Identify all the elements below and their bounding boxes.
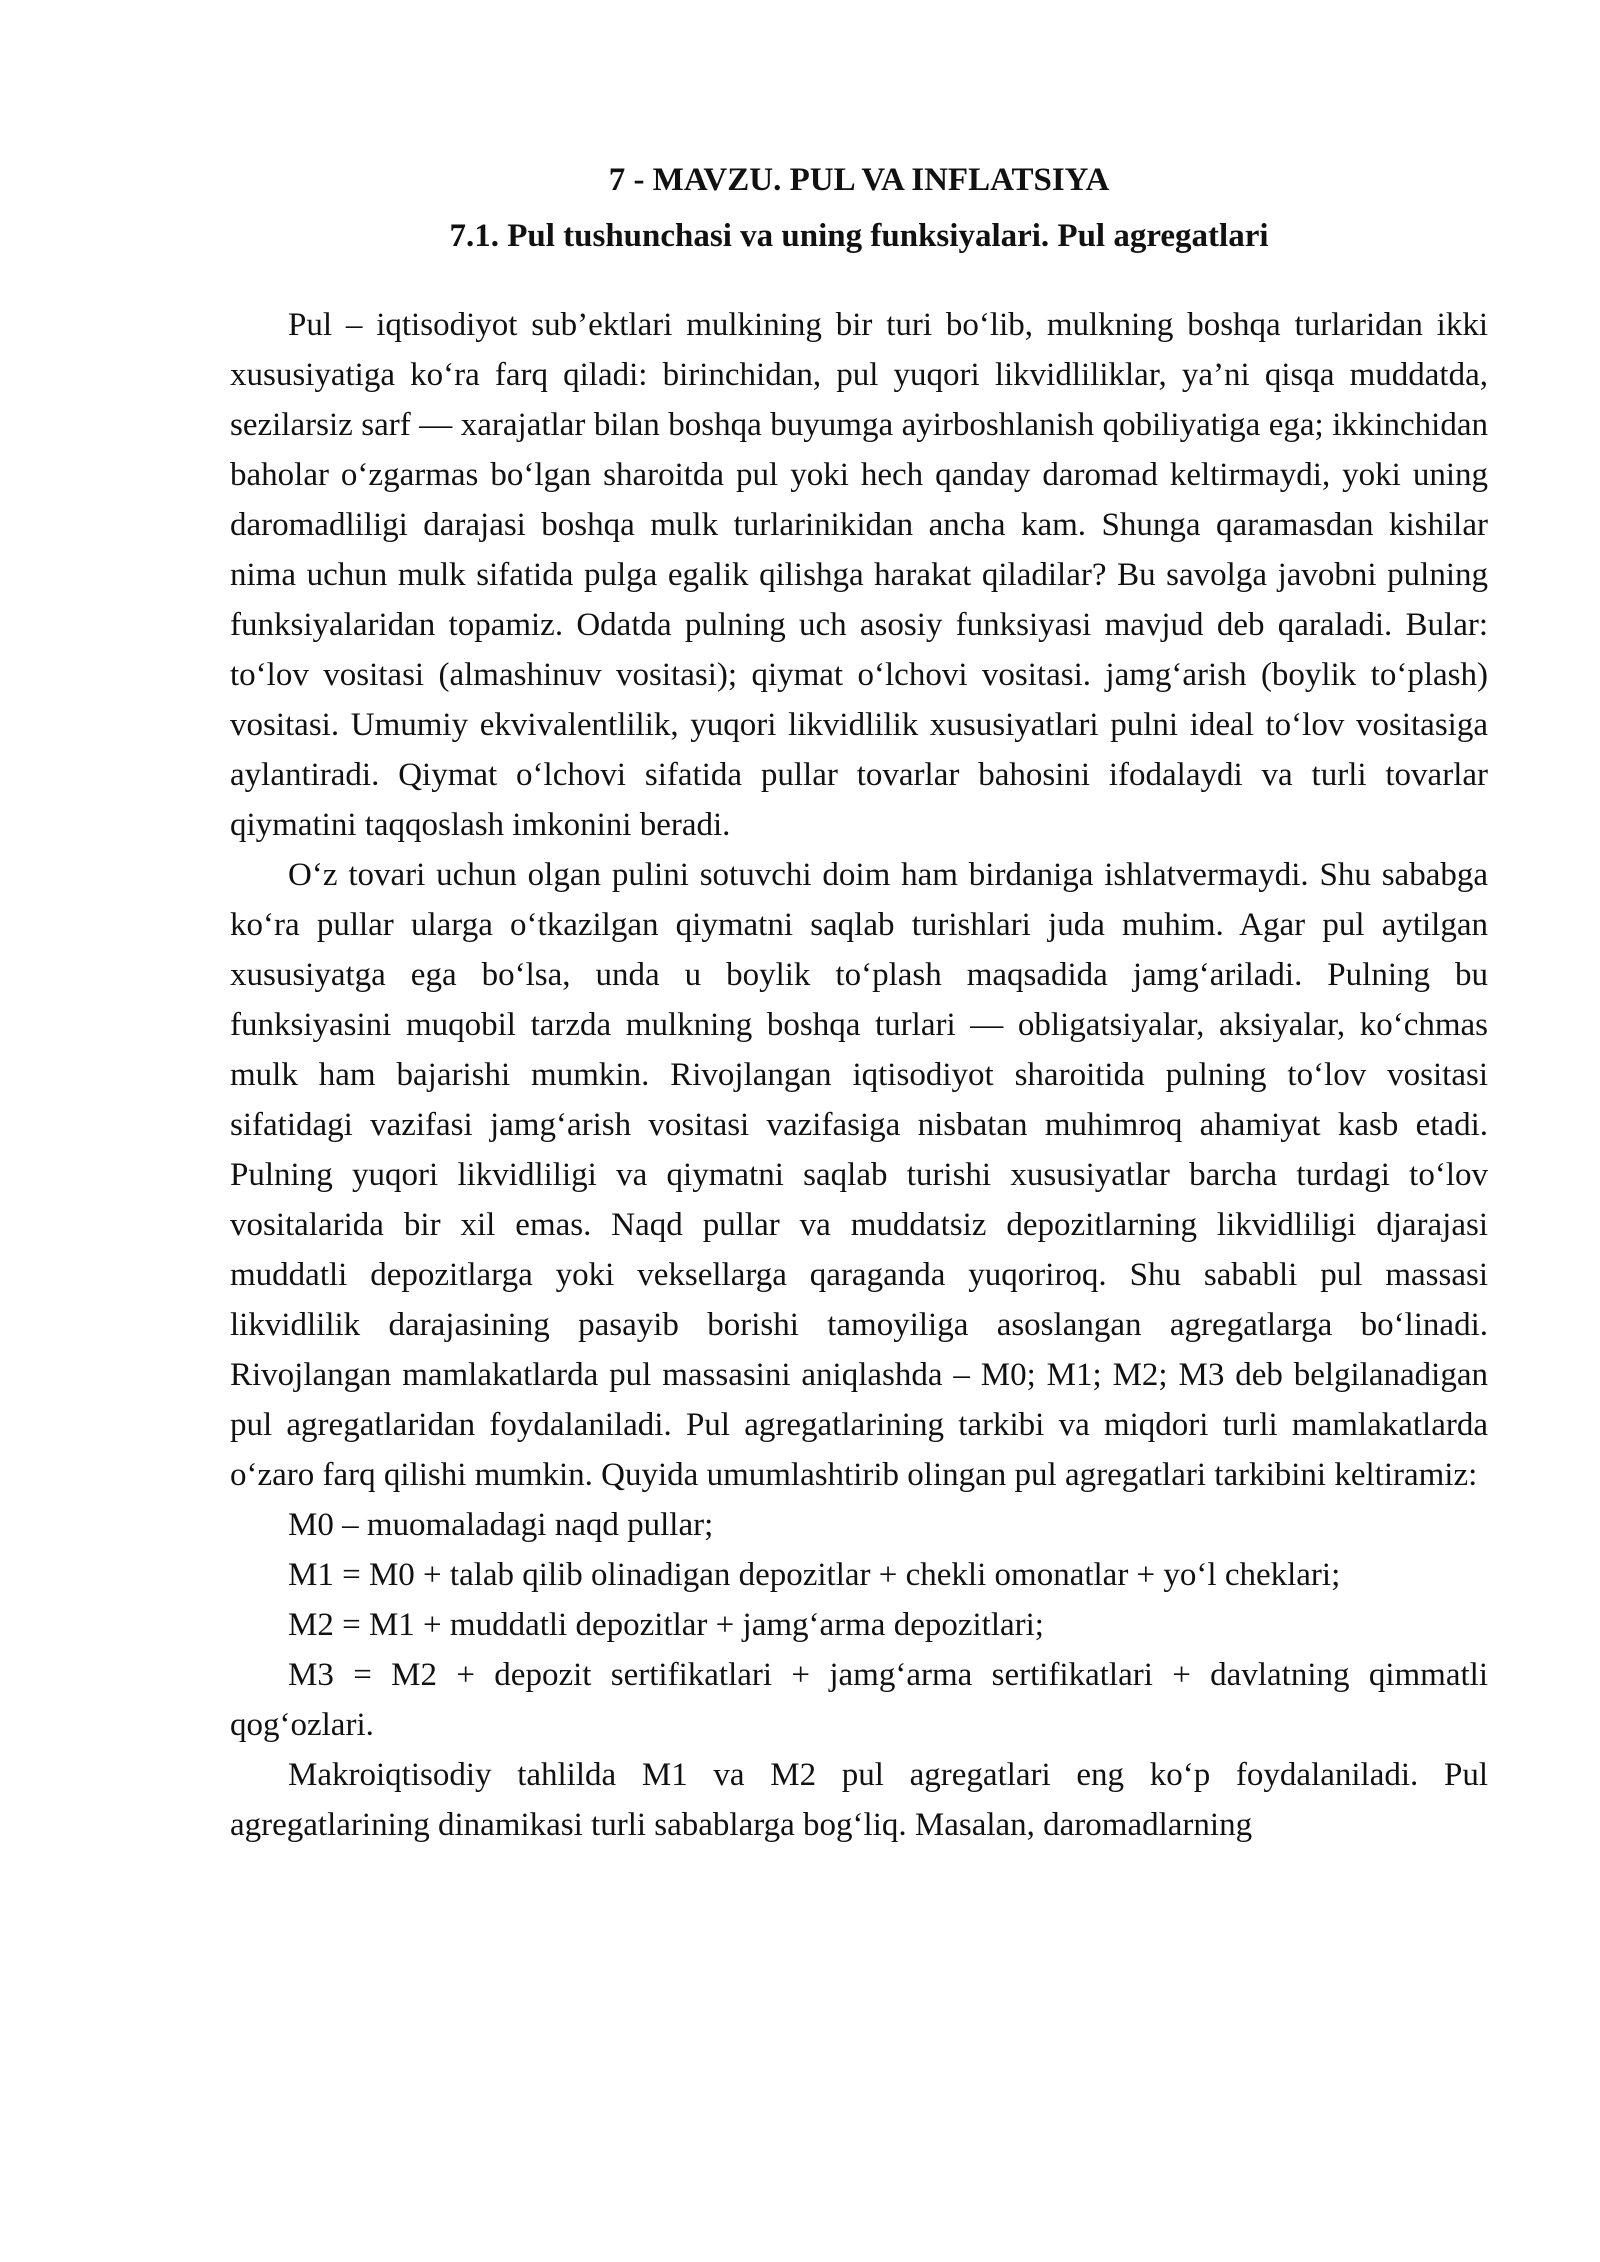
aggregate-formula-m2: M2 = M1 + muddatli depozitlar + jamg‘arma depozitlari; [288, 1607, 1044, 1643]
section-title: 7.1. Pul tushunchasi va uning funksiyalari. Pul agregatlari [449, 218, 1269, 254]
document-page [230, 160, 1488, 1850]
aggregate-formula-m1: M1 = M0 + talab qilib olinadigan depozitlar + chekli omonatlar + yo‘l cheklari; [288, 1557, 1341, 1593]
body-paragraph: Pul – iqtisodiyot sub’ektlari mulkining bir turi bo‘lib, mulkning boshqa turlaridan ikki xususiyatiga ko‘ra farq qiladi: birinchidan, pul yuqori likvidliliklar, ya’ni qisqa muddatda, sezilarsiz sarf — xarajatlar bilan boshqa buyumga ayirboshlanish qobiliyatiga ega; ikkinchidan baholar o‘zgarmas bo‘lgan sharoitda pul yoki hech qanday daromad keltirmaydi, yoki uning daromadliligi darajasi boshqa mulk turlarinikidan ancha kam. Shunga qaramasdan kishilar nima uchun mulk sifatida pulga egalik qilishga harakat qiladilar? Bu savolga javobni pulning funksiyalaridan topamiz. Odatda pulning uch asosiy funksiyasi mavjud deb qaraladi. Bular: to‘lov vositasi (almashinuv vositasi); qiymat o‘lchovi vositasi. jamg‘arish (boylik to‘plash) vositasi. Umumiy ekvivalentlilik, yuqori likvidlilik xususiyatlari pulni ideal to‘lov vositasiga aylantiradi. Qiymat o‘lchovi sifatida pullar tovarlar bahosini ifodalaydi va turli tovarlar qiymatini taqqoslash imkonini beradi. [230, 307, 1488, 843]
aggregate-formula-m0: M0 – muomaladagi naqd pullar; [288, 1507, 714, 1543]
body-paragraph: O‘z tovari uchun olgan pulini sotuvchi doim ham birdaniga ishlatvermaydi. Shu sababga ko‘ra pullar ularga o‘tkazilgan qiymatni saqlab turishlari juda muhim. Agar pul aytilgan xususiyatga ega bo‘lsa, unda u boylik to‘plash maqsadida jamg‘ariladi. Pulning bu funksiyasini muqobil tarzda mulkning boshqa turlari — obligatsiyalar, aksiyalar, ko‘chmas mulk ham bajarishi mumkin. Rivojlangan iqtisodiyot sharoitida pulning to‘lov vositasi sifatidagi vazifasi jamg‘arish vositasi vazifasiga nisbatan muhimroq ahamiyat kasb etadi. Pulning yuqori likvidliligi va qiymatni saqlab turishi xususiyatlar barcha turdagi to‘lov vositalarida bir xil emas. Naqd pullar va muddatsiz depozitlarning likvidliligi djarajasi muddatli depozitlarga yoki veksellarga qaraganda yuqoriroq. Shu sababli pul massasi likvidlilik darajasining pasayib borishi tamoyiliga asoslangan agregatlarga bo‘linadi. Rivojlangan mamlakatlarda pul massasini aniqlashda – M0; M1; M2; M3 deb belgilanadigan pul agregatlaridan foydalaniladi. Pul agregatlarining tarkibi va miqdori turli mamlakatlarda o‘zaro farq qilishi mumkin. Quyida umumlashtirib olingan pul agregatlari tarkibini keltiramiz: [230, 857, 1488, 1493]
chapter-title: 7 - MAVZU. PUL VA INFLATSIYA [608, 162, 1110, 198]
closing-paragraph: Makroiqtisodiy tahlilda M1 va M2 pul agregatlari eng ko‘p foydalaniladi. Pul agregatlarining dinamikasi turli sabablarga bog‘liq. Masalan, daromadlarning [230, 1757, 1488, 1843]
aggregate-formula-m3: M3 = M2 + depozit sertifikatlari + jamg‘arma sertifikatlari + davlatning qimmatli qog‘ozlari. [230, 1657, 1488, 1743]
